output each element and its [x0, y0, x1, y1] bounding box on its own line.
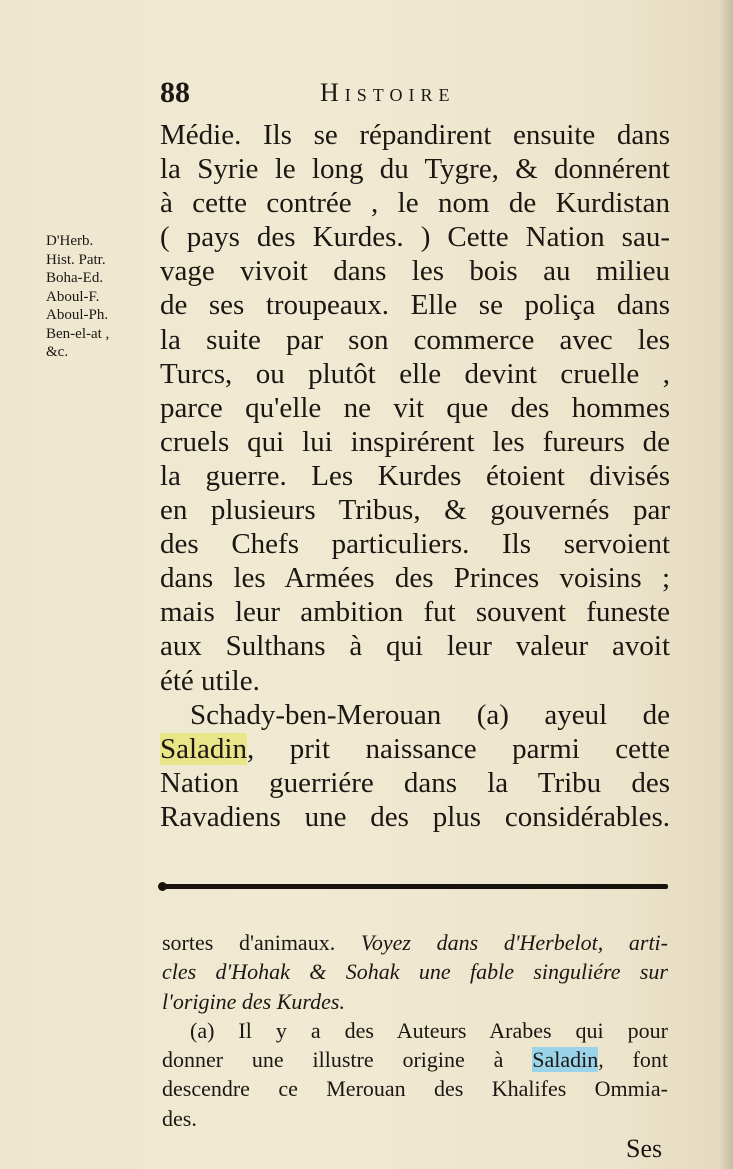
footnote-line [162, 1045, 668, 1074]
footnote-line: (a) Il y a des Auteurs Arabes qui pour [190, 1017, 668, 1043]
text-fragment: sortes d'animaux. [162, 930, 336, 955]
text-fragment: Voyez dans d'Herbelot, arti- [360, 930, 668, 955]
text-fragment: donner une illustre origine à [162, 1047, 504, 1073]
page-header [160, 76, 670, 112]
page-edge-shadow [719, 0, 733, 1169]
sidenote: &c. [46, 344, 69, 360]
text-line: la Syrie le long du Tygre, & donnérent [160, 153, 670, 186]
text-fragment: , font [598, 1047, 668, 1073]
running-head: Histoire [320, 78, 456, 107]
sidenote: D'Herb. [46, 233, 94, 249]
sidenote: Boha-Ed. [46, 270, 104, 286]
text-line: parce qu'elle ne vit que des hommes [160, 391, 670, 424]
text-line-saladin [160, 732, 670, 766]
text-line: été utile. [160, 664, 260, 697]
highlighted-saladin: Saladin [160, 732, 247, 765]
text-line: la suite par son commerce avec les [160, 323, 670, 356]
footnote-line [162, 928, 668, 957]
main-text [160, 118, 670, 834]
sidenote: Hist. Patr. [46, 251, 106, 268]
footnote-line: descendre ce Merouan des Khalifes Ommia- [162, 1076, 668, 1102]
text-line: Ravadiens une des plus considérables. [160, 800, 670, 833]
text-line: ( pays des Kurdes. ) Cette Nation sau- [160, 221, 670, 254]
text-line: dans les Armées des Princes voisins ; [160, 562, 670, 595]
footnote-line: l'origine des Kurdes. [162, 988, 345, 1014]
sidenote: Aboul-F. [46, 288, 100, 305]
text-line: mais leur ambition fut souvent funeste [160, 596, 670, 629]
footnote-line: cles d'Hohak & Sohak une fable singuliére sur [162, 959, 668, 985]
text-line: des Chefs particuliers. Ils servoient [160, 528, 670, 561]
text-fragment: , prit naissance parmi cette [247, 732, 670, 765]
footnotes [162, 928, 668, 1133]
text-line: à cette contrée , le nom de Kurdistan [160, 187, 670, 220]
text-line: Médie. Ils se répandirent ensuite dans [160, 119, 670, 151]
footnote-rule [162, 884, 668, 889]
text-line: cruels qui lui inspirérent les fureurs de [160, 425, 670, 458]
text-line: aux Sulthans à qui leur valeur avoit [160, 630, 670, 663]
highlighted-saladin: Saladin [532, 1047, 599, 1073]
text-line: en plusieurs Tribus, & gouvernés par [160, 494, 670, 527]
margin-references [46, 232, 158, 362]
text-line: Turcs, ou plutôt elle devint cruelle , [160, 357, 670, 390]
sidenote: Ben-el-at , [46, 325, 110, 342]
catchword: Ses [626, 1134, 663, 1163]
sidenote: Aboul-Ph. [46, 307, 109, 323]
text-line: Nation guerriére dans la Tribu des [160, 766, 670, 799]
text-line: Schady-ben-Merouan (a) ayeul de [190, 698, 670, 731]
footnote-line: des. [162, 1105, 197, 1131]
text-line: la guerre. Les Kurdes étoient divisés [160, 459, 670, 492]
text-line: vage vivoit dans les bois au milieu [160, 255, 670, 288]
text-line: de ses troupeaux. Elle se poliça dans [160, 289, 670, 322]
page-number: 88 [160, 76, 190, 109]
